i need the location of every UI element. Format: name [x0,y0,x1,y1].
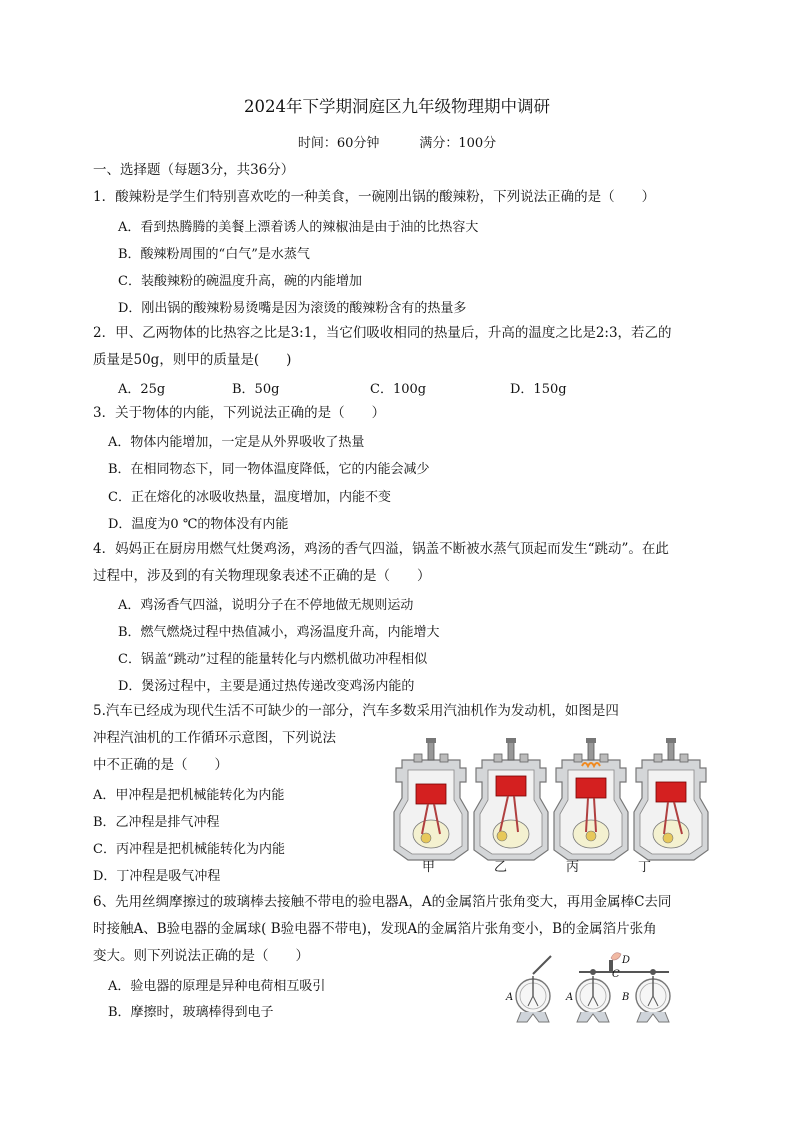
q1-option-d: D．刚出锅的酸辣粉易烫嘴是因为滚烫的酸辣粉含有的热量多 [118,301,467,316]
electroscope-label-b: B [622,992,630,1003]
q4-option-b: B．燃气燃烧过程中热值减小，鸡汤温度升高，内能增大 [118,625,440,640]
engine-label-jia: 甲 [422,860,436,875]
q6-stem-line3: 变大。则下列说法正确的是（ ） [93,948,309,964]
q3-stem: 3．关于物体的内能，下列说法正确的是（ ） [93,405,386,421]
metal-rod-label-c: C [612,969,620,980]
engine-piston-d [656,782,686,802]
engine-label-ding: 丁 [638,860,652,875]
q2-option-a: A．25g [118,382,166,397]
q4-option-d: D．煲汤过程中，主要是通过热传递改变鸡汤内能的 [118,679,415,694]
q6-option-b: B．摩擦时，玻璃棒得到电子 [108,1005,274,1020]
q3-option-a: A．物体内能增加，一定是从外界吸收了热量 [108,435,365,450]
engine-piston-b [496,776,526,796]
electroscope-label-a1: A [506,992,514,1003]
exam-info [0,132,794,151]
engine-piston-a [416,784,446,804]
q4-option-a: A．鸡汤香气四溢，说明分子在不停地做无规则运动 [118,598,414,613]
exam-time: 时间：60分钟 [297,136,380,151]
exam-score: 满分：100分 [419,136,497,151]
q4-option-c: C．锅盖“跳动”过程的能量转化与内燃机做功冲程相似 [118,652,428,667]
q6-stem-line1: 6、先用丝绸摩擦过的玻璃棒去接触不带电的验电器A，A的金属箔片张角变大，再用金属棒C去同 [93,894,672,910]
q5-option-c: C．丙冲程是把机械能转化为内能 [93,842,285,857]
q6-stem-line2: 时接触A、B验电器的金属球( B验电器不带电)，发现A的金属箔片张角变小，B的金属箔片张角 [93,921,657,937]
q5-option-a: A．甲冲程是把机械能转化为内能 [93,788,285,803]
q3-option-d: D．温度为0 ℃的物体没有内能 [108,517,289,532]
q4-stem-line2: 过程中，涉及到的有关物理现象表述不正确的是（ ） [93,568,431,584]
q5-option-d: D．丁冲程是吸气冲程 [93,869,221,884]
q5-stem-line2: 冲程汽油机的工作循环示意图，下列说法 [93,730,336,746]
q5-stem-line3: 中不正确的是（ ） [93,757,228,773]
q5-stem-line1: 5.汽车已经成为现代生活不可缺少的一部分，汽车多数采用汽油机作为发动机，如图是四 [93,703,619,719]
q2-option-d: D．150g [510,382,567,397]
q1-stem: 1．酸辣粉是学生们特别喜欢吃的一种美食，一碗刚出锅的酸辣粉，下列说法正确的是（ ） [93,189,656,205]
q4-stem-line1: 4．妈妈正在厨房用燃气灶煲鸡汤，鸡汤的香气四溢，锅盖不断被水蒸气顶起而发生“跳动”。在此 [93,541,669,557]
q2-stem-line2: 质量是50g，则甲的质量是( ) [93,352,292,368]
q6-option-a: A．验电器的原理是异种电荷相互吸引 [108,979,326,994]
electroscope-figure [503,952,693,1027]
q5-option-b: B．乙冲程是排气冲程 [93,815,220,830]
q2-option-b: B．50g [232,382,280,397]
engine-label-bing: 丙 [566,860,580,875]
engine-stroke-figure [392,728,712,873]
handle-label-d: D [622,955,631,966]
engine-label-yi: 乙 [494,860,508,875]
section-heading: 一、选择题（每题3分，共36分） [93,162,295,178]
q3-option-c: C．正在熔化的冰吸收热量，温度增加，内能不变 [108,490,391,505]
engine-piston-c [576,778,606,798]
q1-option-b: B．酸辣粉周围的“白气”是水蒸气 [118,247,310,262]
q2-stem-line1: 2．甲、乙两物体的比热容之比是3:1，当它们吸收相同的热量后，升高的温度之比是2:3，若乙的 [93,325,672,341]
q1-option-a: A．看到热腾腾的美餐上漂着诱人的辣椒油是由于油的比热容大 [118,220,479,235]
electroscope-label-a2: A [566,992,574,1003]
page-title: 2024年下学期洞庭区九年级物理期中调研 [244,97,550,116]
q2-option-c: C．100g [370,382,427,397]
q3-option-b: B．在相同物态下，同一物体温度降低，它的内能会减少 [108,462,430,477]
q1-option-c: C．装酸辣粉的碗温度升高，碗的内能增加 [118,274,362,289]
